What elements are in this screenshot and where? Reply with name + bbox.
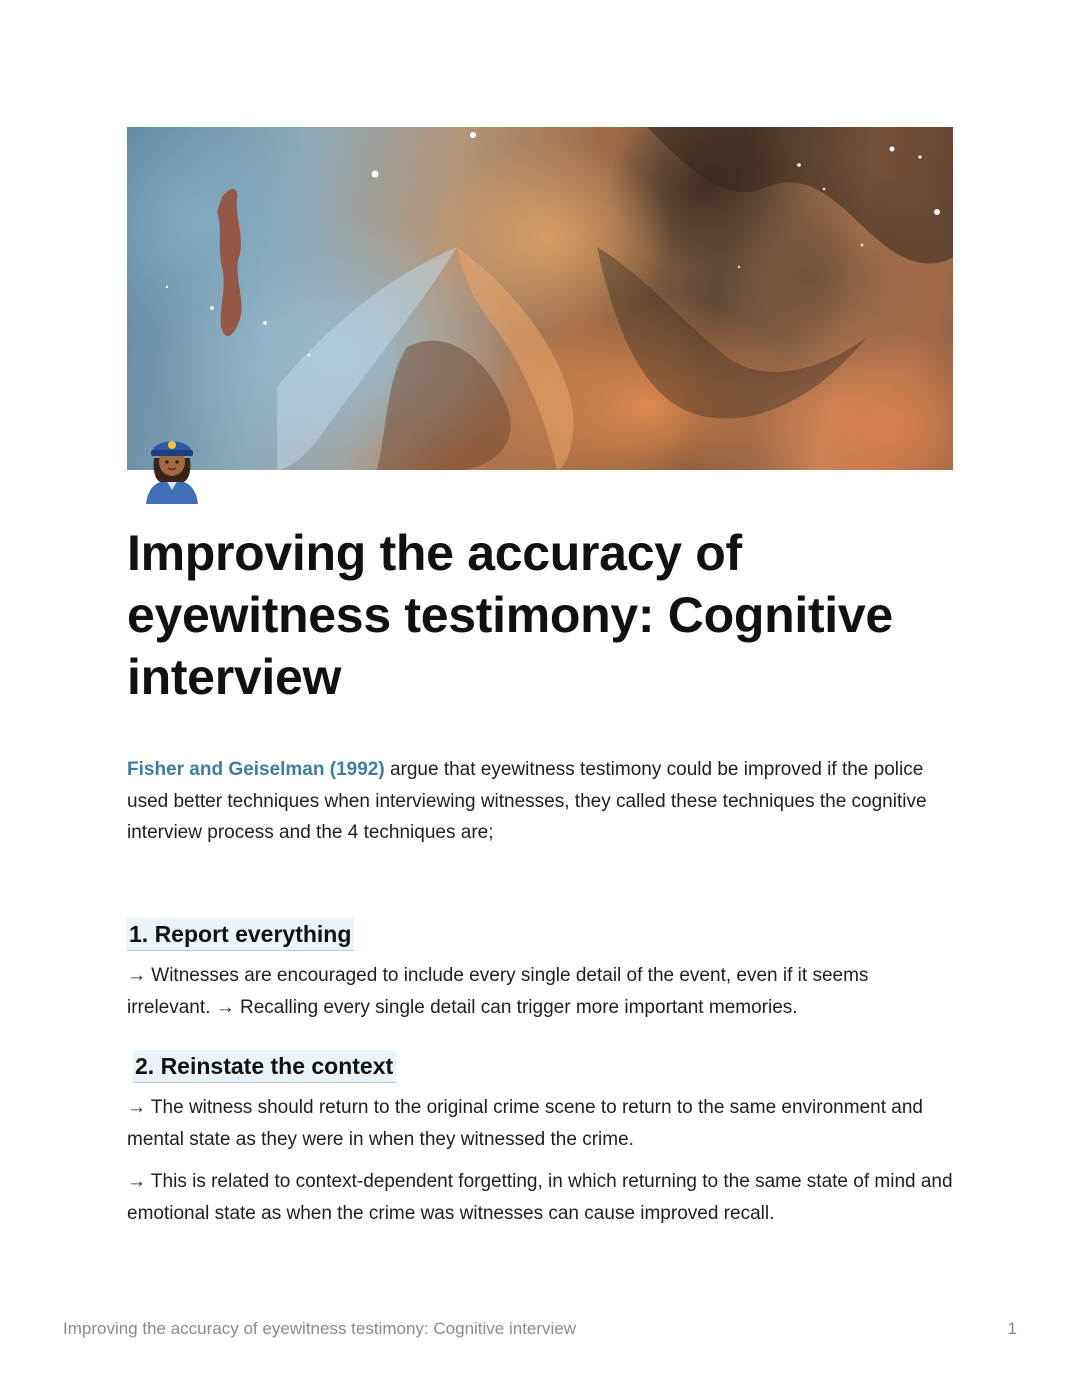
police-officer-icon <box>140 432 204 504</box>
section-2-paragraph-1: → The witness should return to the original crime scene to return to the same environment and mental state as they were in when they witnessed the crime. <box>127 1097 923 1150</box>
section-2-paragraph-2: → This is related to context-dependent forgetting, in which returning to the same state of mind and emotional state as when the crime was witnesses can cause improved recall. <box>127 1171 953 1224</box>
intro-paragraph <box>127 754 957 849</box>
footer-page-number: 1 <box>1007 1319 1017 1338</box>
intro-text: argue that eyewitness testimony could be improved if the police used better techniques when interviewing witnesses, they called these techniques the cognitive interview process and the 4 techniques are; <box>127 759 927 843</box>
citation-link[interactable]: Fisher and Geiselman (1992) <box>127 759 385 780</box>
footer-document-title: Improving the accuracy of eyewitness testimony: Cognitive interview <box>63 1319 577 1338</box>
section-heading-reinstate-context: 2. Reinstate the context <box>133 1050 396 1083</box>
nebula-illustration <box>127 127 953 470</box>
section-1-paragraph-1: → Witnesses are encouraged to include every single detail of the event, even if it seems irrelevant. → Recalling every single detail can trigger more important memories. <box>127 965 869 1018</box>
section-heading-report-everything: 1. Report everything <box>127 918 354 951</box>
cover-image <box>127 127 953 470</box>
page-title: Improving the accuracy of eyewitness testimony: Cognitive interview <box>127 525 893 705</box>
